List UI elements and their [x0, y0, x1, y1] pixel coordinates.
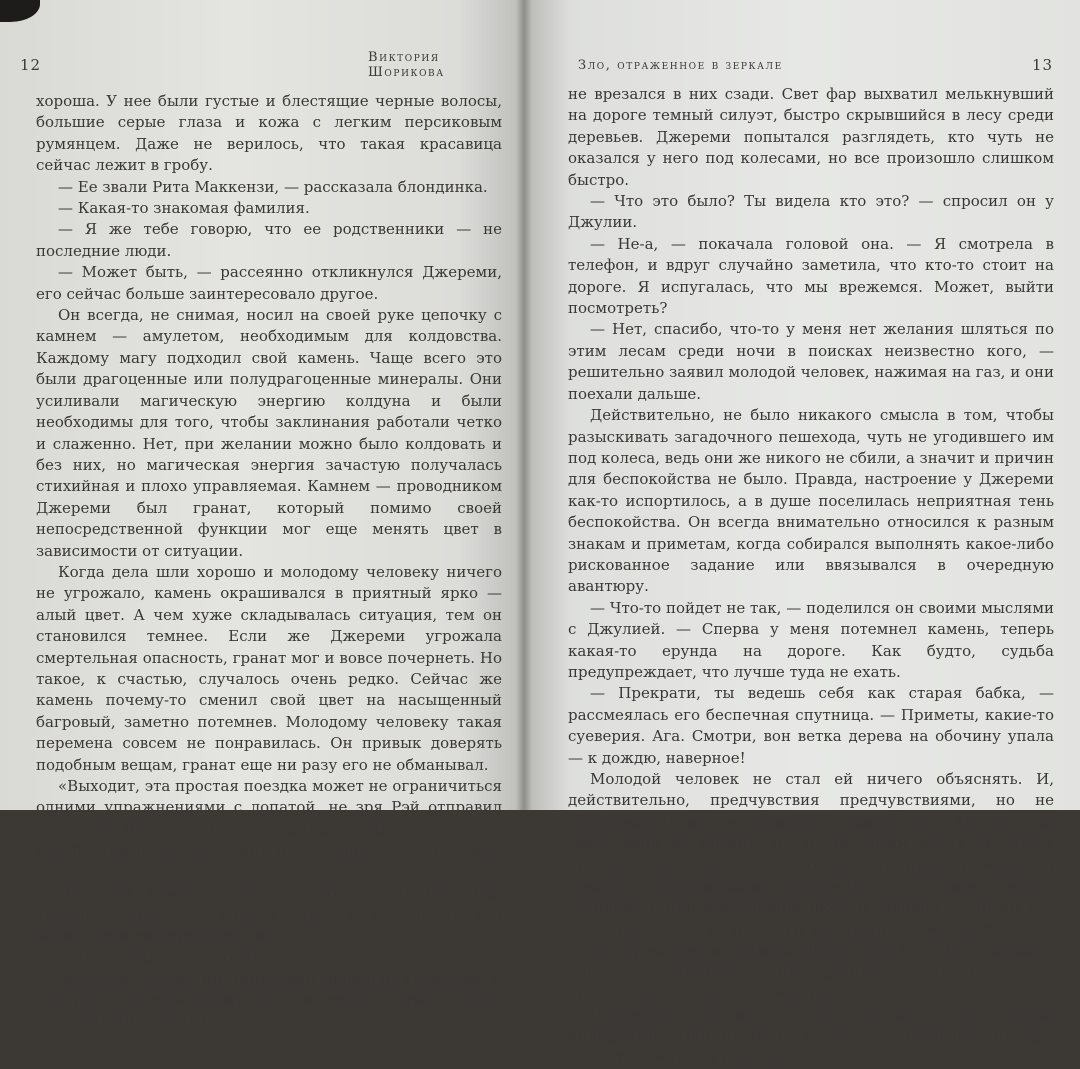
paragraph: — Ее звали Рита Маккензи, — рассказала блондинка.: [58, 177, 488, 196]
paragraph: — Прекрати, ты ведешь себя как старая бабка, — рассмеялась его беспечная спутница. — Приметы, какие-то суеверия. Ага. Смотри, вон ветка дерева на обочину упала — к дождю, наверное!: [568, 684, 1054, 767]
paragraph: Молодой человек инстинктивно ударил по тормозам. К счастью, в ночное время на этом участке трассы было мало машин, и никто: [36, 969, 502, 1031]
page-number-right: 13: [1032, 56, 1054, 74]
left-page: [0, 0, 522, 1031]
paragraph: Действительно, не было никакого смысла в том, чтобы разыскивать загадочного пешехода, чуть не угодившего им под колеса, ведь они же никого не сбили, а значит и причин для беспокойства не было. Правда, настроение у Джереми как-то испортилось, а в душе поселилась неприятная тень беспокойства. Он всегда внимательно относился к разным знакам и приметам, когда собирался выполнять какое-либо рискованное задание или ввязывался в очередную авантюру.: [568, 406, 1054, 596]
page-number-left: 12: [20, 56, 42, 74]
right-page-text: [568, 84, 1054, 1069]
paragraph: — Осторожно! — завопила она.: [58, 948, 309, 967]
paragraph: хороша. У нее были густые и блестящие черные волосы, большие серые глаза и кожа с легким персиковым румянцем. Даже не верилось, что такая красавица сейчас лежит в гробу.: [36, 92, 502, 175]
paragraph: «Выходит, эта простая поездка может не ограничиться одними упражнениями с лопатой, не зря Рэй отправил нас двоих. Наверное, по следу артефакта идет еще кто-то. Как бы там не вышло бойни на кладбище…» — подумал он.: [36, 777, 502, 881]
photo-corner-shadow: [0, 0, 40, 22]
paragraph: — Я же тебе говорю, что ее родственники — не последние люди.: [36, 220, 502, 260]
paragraph: — Что это было? Ты видела кто это? — спросил он у Джулии.: [568, 192, 1054, 232]
right-page: [526, 0, 1080, 1067]
paragraph: Он всегда, не снимая, носил на своей руке цепочку с камнем — амулетом, необходимым для колдовства. Каждому магу подходил свой камень. Чаще всего это были драгоценные или полудрагоценные минералы. Они усиливали магическую энергию колдуна и были необходимы для того, чтобы заклинания работали четко и слаженно. Нет, при желании можно было колдовать и без них, но магическая энергия зачастую получалась стихийная и плохо управляемая. Камнем — проводником Джереми был гранат, который помимо своей непосредственной функции мог еще менять цвет в зависимости от ситуации.: [36, 306, 502, 560]
paragraph: — Что-то пойдет не так, — поделился он своими мыслями с Джулией. — Сперва у меня потемнел камень, теперь какая-то ерунда на дороге. Как будто, судьба предупреждает, что лучше туда не ехать.: [568, 598, 1054, 681]
book-gutter: [515, 0, 533, 810]
running-head-author: Виктория Шорикова: [368, 50, 445, 80]
paragraph: Джереми немного ушел в себя, размышляя над текущей ситуацией, однако вдруг к реальности его вернул громкий крик Джулии.: [36, 884, 502, 945]
paragraph: — Нет, спасибо, что-то у меня нет желания шляться по этим лесам среди ночи в поисках неизвестно кого, — решительно заявил молодой человек, нажимая на газ, и они поехали дальше.: [568, 320, 1054, 403]
paragraph: не врезался в них сзади. Свет фар выхватил мелькнувший на дороге темный силуэт, быстро скрывшийся в лесу среди деревьев. Джереми попытался разглядеть, кто чуть не оказался у него под колесами, но все произошло слишком быстро.: [568, 85, 1054, 189]
paragraph: — Не-а, — покачала головой она. — Я смотрела в телефон, и вдруг случайно заметила, что кто-то стоит на дороге. Я испугалась, что мы врежемся. Может, выйти посмотреть?: [568, 234, 1054, 318]
paragraph: Молодой человек не стал ей ничего объяснять. И, действительно, предчувствия предчувствиями, но не поворачивать же им обратно, в самом деле? Мистер Рэй такое явно не оценит. Да и эти знаки могут оказаться простым совпадением. Возможно, они предупреждают о каких-то потенциальных трудностях, но трудности могут возникнуть при выполнении любого задания. Если бы все было так легко, то и услуги Джереми и Джулии были бы попросту никому не нужны. Достаточно было бы отправить парочку обычных проходимцев, заплатив им причитающееся вознаграждение.: [568, 770, 1054, 1003]
paragraph: Когда дела шли хорошо и молодому человеку ничего не угрожало, камень окрашивался в приятный ярко — алый цвет. А чем хуже складывалась ситуация, тем он становился темнее. Если же Джереми угрожала смертельная опасность, гранат мог и вовсе почернеть. Но такое, к счастью, случалось очень редко. Сейчас же камень почему-то сменил свой цвет на насыщенный багровый, заметно потемнев. Молодому человеку такая перемена совсем не понравилась. Он привык доверять подобным вещам, гранат еще ни разу его не обманывал.: [36, 562, 502, 774]
running-head-title: Зло, отраженное в зеркале: [578, 58, 783, 73]
paragraph: Оставшееся время в пути прошло без особых инцидентов. Они прибыли к месту назначения, правда, оценить сам город у них не: [568, 1005, 1054, 1067]
paragraph: — Может быть, — рассеянно откликнулся Джереми, его сейчас больше заинтересовало другое.: [36, 263, 502, 303]
paragraph: — Какая-то знакомая фамилия.: [58, 199, 310, 218]
left-page-text: [36, 91, 502, 1033]
